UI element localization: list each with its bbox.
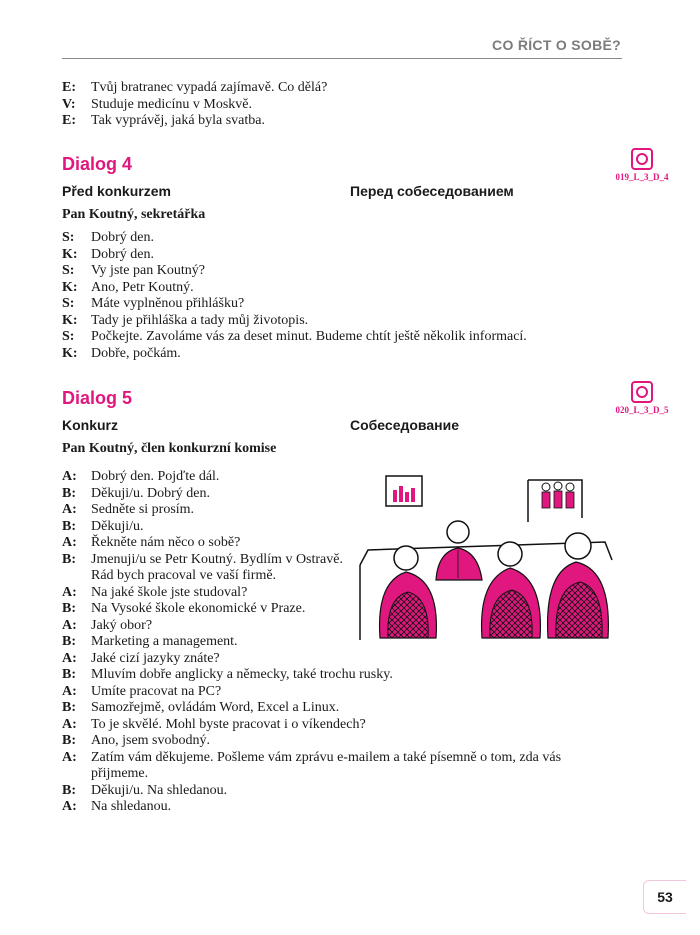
dialog-5-subtitle-cz: Konkurz (62, 417, 118, 433)
header-divider (62, 58, 622, 59)
audio-disc-icon (631, 148, 653, 170)
line-text: Tvůj bratranec vypadá zajímavě. Co dělá? (91, 80, 328, 95)
speaker-label: V: (62, 96, 76, 112)
line-text: Ano, jsem svobodný. (91, 733, 210, 748)
speaker-label: A: (62, 584, 77, 600)
line-text: Dobrý den. (91, 246, 154, 262)
dialog-line (62, 667, 602, 684)
line-text: Vy jste pan Koutný? (91, 263, 205, 278)
line-text: Počkejte. Zavoláme vás za deset minut. Budeme chtít ještě několik informací. (91, 329, 527, 344)
speaker-label: B: (62, 518, 76, 534)
line-text: Studuje medicínu v Moskvě. (91, 96, 252, 112)
line-text: Řekněte nám něco o sobě? (91, 535, 241, 550)
line-text: Marketing a management. (91, 634, 238, 649)
line-text: Na Vysoké škole ekonomické v Praze. (91, 601, 306, 616)
audio-disc-icon (631, 381, 653, 403)
intro-dialog-lines (62, 80, 602, 130)
speaker-label: B: (62, 634, 76, 649)
dialog-line (62, 651, 602, 668)
dialog-line (62, 296, 602, 313)
page-header-title: CO ŘÍCT O SOBĚ? (492, 37, 621, 53)
dialog-5-participants: Pan Koutný, člen konkurzní komise (62, 441, 277, 456)
dialog-line (62, 346, 602, 363)
speaker-label: A: (62, 716, 77, 732)
line-text: Děkuji/u. Na shledanou. (91, 782, 228, 798)
line-text: Děkuji/u. (91, 518, 144, 534)
dialog-4-lines (62, 230, 602, 362)
dialog-line (62, 247, 602, 264)
line-text: Zatím vám děkujeme. Pošleme vám zprávu e-mailem a také písemně o tom, zda vás přijmeme. (91, 749, 562, 781)
line-text: Jaké cizí jazyky znáte? (91, 650, 220, 666)
dialog-line (62, 97, 602, 114)
dialog-5-subtitle-ru: Собеседование (350, 417, 459, 433)
line-text: Ano, Petr Koutný. (91, 279, 194, 295)
line-text: Děkuji/u. Dobrý den. (91, 485, 210, 501)
page-number: 53 (643, 880, 686, 914)
dialog-4-audio[interactable] (612, 148, 672, 182)
dialog-line (62, 783, 602, 800)
speaker-label: E: (62, 113, 76, 128)
dialog-line (62, 263, 602, 280)
speaker-label: B: (62, 551, 76, 567)
dialog-line (62, 799, 602, 816)
speaker-label: A: (62, 650, 77, 666)
dialog-4-subtitle-ru: Перед собеседованием (350, 183, 514, 199)
speaker-label: K: (62, 345, 78, 361)
dialog-4-title: Dialog 4 (62, 154, 133, 174)
dialog-line (62, 700, 602, 717)
dialog-line (62, 733, 602, 750)
dialog-line (62, 313, 602, 330)
dialog-line (62, 329, 602, 346)
speaker-label: A: (62, 683, 77, 699)
line-text: Sedněte si prosím. (91, 502, 195, 517)
dialog-line (62, 113, 602, 130)
speaker-label: S: (62, 263, 75, 278)
speaker-label: A: (62, 502, 77, 517)
line-text: Dobře, počkám. (91, 345, 181, 361)
speaker-label: A: (62, 749, 77, 765)
speaker-label: B: (62, 485, 76, 501)
interview-illustration (350, 470, 615, 645)
speaker-label: B: (62, 700, 76, 715)
dialog-5-title: Dialog 5 (62, 388, 133, 408)
dialog-line (62, 684, 602, 701)
line-text: Umíte pracovat na PC? (91, 683, 222, 699)
speaker-label: K: (62, 279, 78, 295)
speaker-label: B: (62, 733, 76, 748)
speaker-label: B: (62, 601, 76, 616)
line-text: To je skvělé. Mohl byste pracovat i o víkendech? (91, 716, 366, 732)
speaker-label: A: (62, 617, 77, 633)
speaker-label: B: (62, 782, 76, 798)
line-text: Na jaké škole jste studoval? (91, 584, 248, 600)
dialog-4-participants: Pan Koutný, sekretářka (62, 207, 206, 222)
speaker-label: K: (62, 312, 78, 328)
speaker-label: A: (62, 535, 77, 550)
dialog-line (62, 717, 602, 734)
speaker-label: S: (62, 296, 75, 311)
line-text: Máte vyplněnou přihlášku? (91, 296, 245, 311)
speaker-label: A: (62, 469, 77, 484)
speaker-label: S: (62, 329, 75, 344)
line-text: Jaký obor? (91, 617, 153, 633)
dialog-line (62, 230, 602, 247)
dialog-line (62, 80, 602, 97)
speaker-label: S: (62, 230, 75, 245)
line-text: Mluvím dobře anglicky a německy, také trochu rusky. (91, 667, 393, 682)
dialog-line (62, 750, 602, 783)
speaker-label: A: (62, 799, 77, 814)
speaker-label: B: (62, 667, 76, 682)
speaker-label: K: (62, 246, 78, 262)
line-text: Tak vyprávěj, jaká byla svatba. (91, 113, 265, 128)
line-text: Dobrý den. (91, 230, 154, 245)
dialog-5-audio[interactable] (612, 381, 672, 415)
speaker-label: E: (62, 80, 76, 95)
line-text: Dobrý den. Pojďte dál. (91, 469, 220, 484)
line-text: Jmenuji/u se Petr Koutný. Bydlím v Ostravě. Rád bych pracoval ve vaší firmě. (91, 551, 343, 583)
line-text: Samozřejmě, ovládám Word, Excel a Linux. (91, 700, 340, 715)
dialog-line (62, 280, 602, 297)
audio-track-label: 020_L_3_D_5 (615, 405, 669, 415)
line-text: Tady je přihláška a tady můj životopis. (91, 312, 309, 328)
audio-track-label: 019_L_3_D_4 (615, 172, 669, 182)
dialog-4-subtitle-cz: Před konkurzem (62, 183, 171, 199)
line-text: Na shledanou. (91, 799, 172, 814)
